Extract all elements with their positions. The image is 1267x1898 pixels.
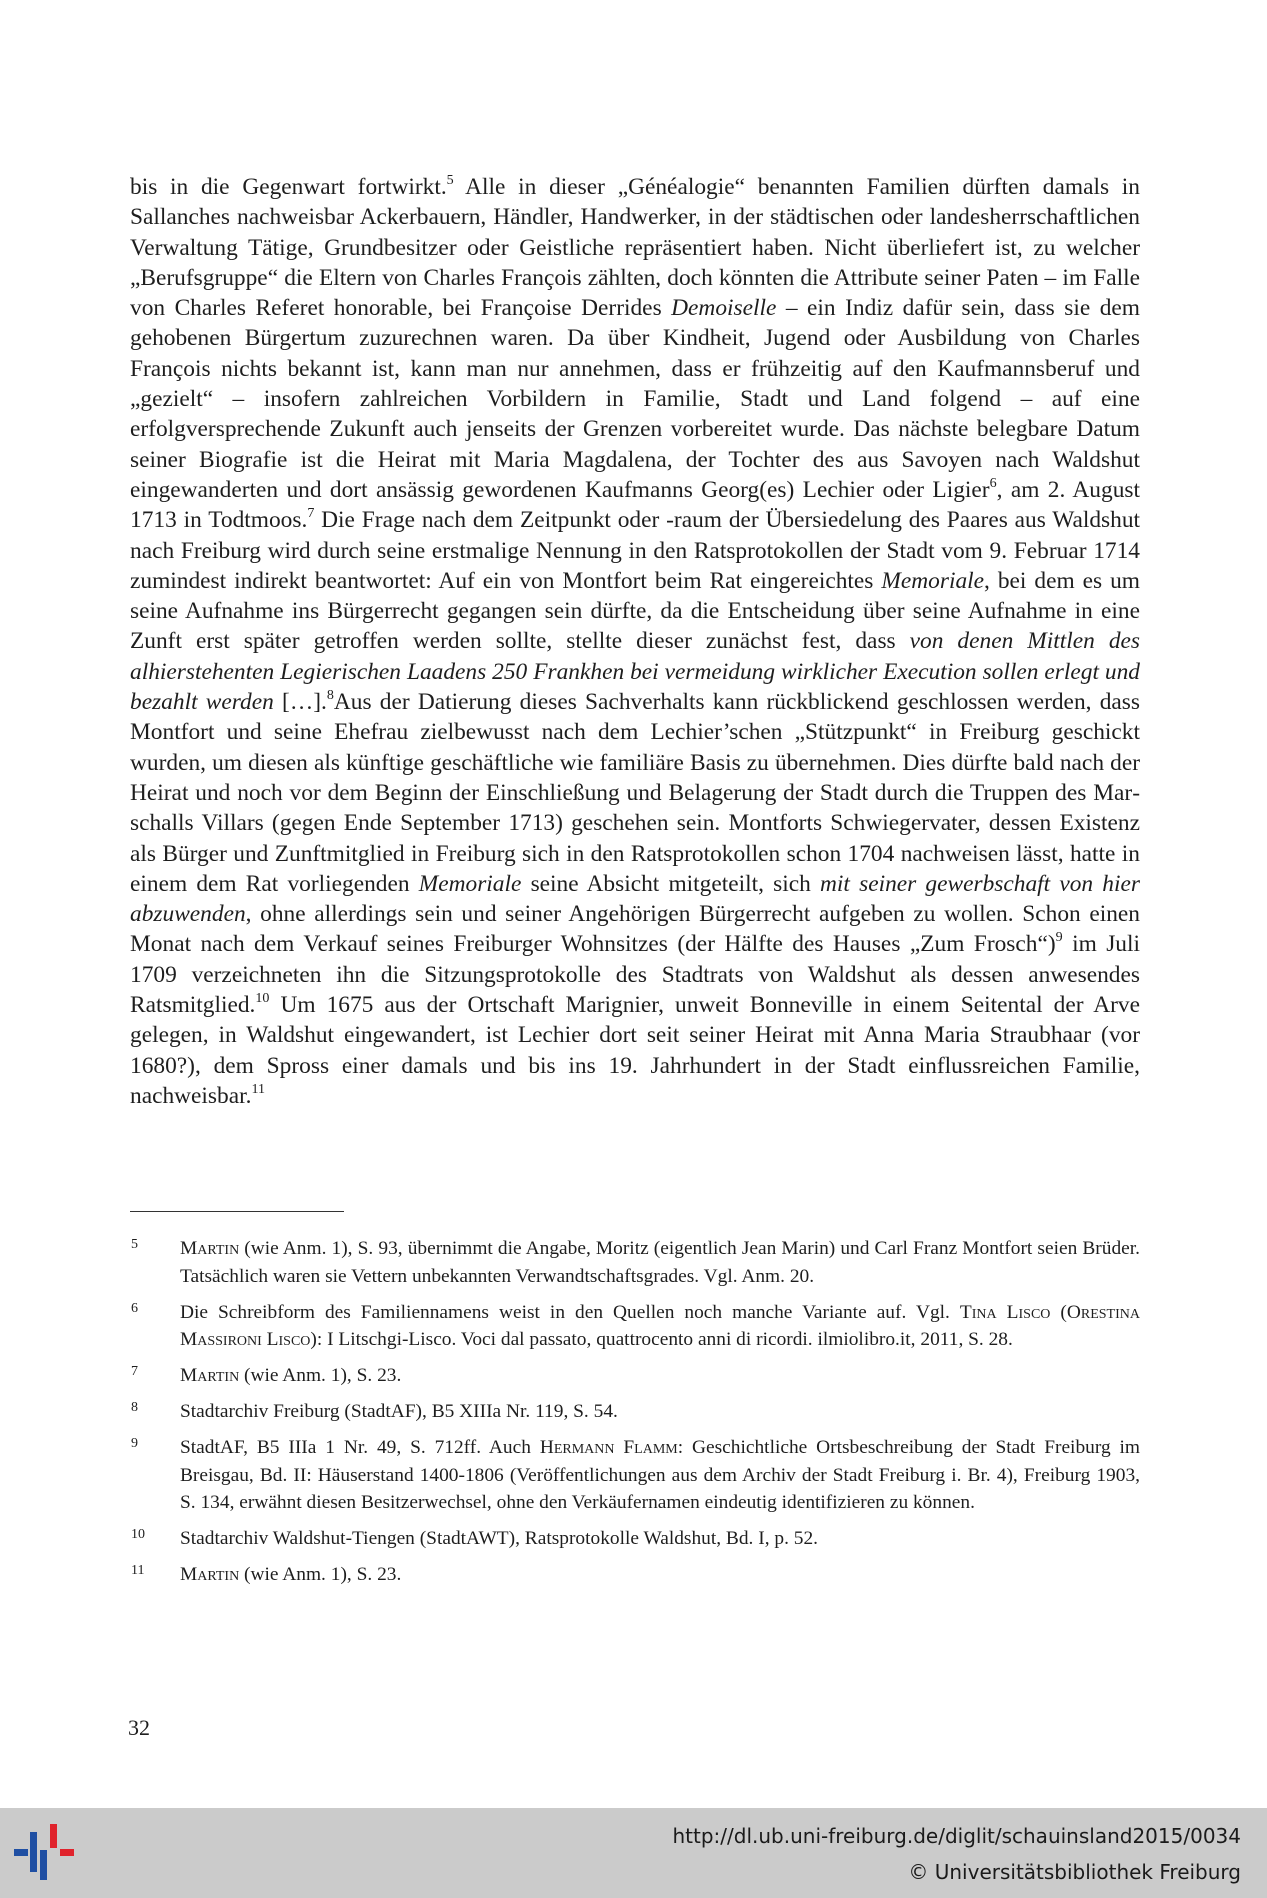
footnote-10 bbox=[130, 1525, 1140, 1553]
footnote-text: StadtAF, B5 IIIa 1 Nr. 49, S. 712ff. Auch Hermann Flamm: Geschichtliche Ortsbeschreibung der Stadt Freiburg im Breisgau, Bd. II: Häuserstand 1400-1806 (Veröffentlichungen aus dem Archiv der Stadt Freiburg i. Br. 4), Freiburg 1903, S. 134, erwähnt diesen Besitzerwechsel, ohne den Verkäufernamen eindeutig identifizieren zu können. bbox=[180, 1436, 1141, 1514]
footnote-7 bbox=[130, 1362, 1140, 1390]
copyright-notice: © Universitätsbibliothek Freiburg bbox=[908, 1860, 1241, 1884]
main-paragraph: bis in die Gegenwart fortwirkt.$^5$ Alle in dieser „Généalogie“ benannten Familien dürften damals in Sallanches nachweisbar Ackerbauern, Händler, Handwerker, in der städtischen oder landesherrschaftlichen Verwaltung Tätige, Grundbesitzer oder Geistliche repräsentiert haben. Nicht überliefert ist, zu welcher „Berufsgruppe“ die Eltern von Charles François zählten, doch könnten die Attribute seiner Paten – im Falle von Charles Referet honorable, bei Françoise Derrides Demoiselle – ein Indiz dafür sein, dass sie dem gehobenen Bürgertum zuzurechnen waren. Da über Kindheit, Jugend oder Ausbildung von Charles François nichts bekannt ist, kann man nur annehmen, dass er frühzeitig auf den Kaufmannsberuf und „gezielt“ – insofern zahlreichen Vorbildern in Familie, Stadt und Land folgend – auf eine erfolgversprechende Zukunft auch jenseits der Grenzen vorbereitet wurde. Das nächste belegbare Datum seiner Biografie ist die Heirat mit Maria Magdalena, der Tochter des aus Savoyen nach Waldshut eingewanderten und dort ansässig gewordenen Kaufmanns Georg(es) Lechier oder Ligier$^6$, am 2. August 1713 in Todtmoos.$^7$ Die Frage nach dem Zeitpunkt oder -raum der Übersiedelung des Paares aus Waldshut nach Freiburg wird durch seine erstmalige Nennung in den Ratsprotokollen der Stadt vom 9. Februar 1714 zumindest indirekt beantwortet: Auf ein von Montfort beim Rat eingereichtes Memoriale, bei dem es um seine Aufnahme ins Bürgerrecht gegangen sein dürfte, da die Entscheidung über seine Aufnahme in eine Zunft erst später getroffen werden sollte, stellte dieser zunächst fest, dass von denen Mittlen des alhierstehenten Legierischen Laadens 250 Frankhen bei vermeidung wirklicher Execution sollen erlegt und bezahlt werden […].$^8$Aus der Datierung dieses Sachverhalts kann rückblickend geschlossen werden, dass Montfort und seine Ehefrau zielbewusst nach dem Lechier’schen „Stützpunkt“ in Freiburg geschickt wurden, um diesen als künftige geschäftliche wie familiäre Basis zu übernehmen. Dies dürfte bald nach der Heirat und noch vor dem Beginn der Einschließung und Belagerung der Stadt durch die Truppen des Marschalls Villars (gegen Ende September 1713) geschehen sein. Montforts Schwiegervater, dessen Existenz als Bürger und Zunftmitglied in Freiburg sich in den Ratsprotokollen schon 1704 nachweisen lässt, hatte in einem dem Rat vorliegenden Memoriale seine Absicht mitgeteilt, sich mit seiner gewerbschaft von hier abzuwenden, ohne allerdings sein und seiner Angehörigen Bürgerrecht aufgeben zu wollen. Schon einen Monat nach dem Verkauf seines Freiburger Wohnsitzes (der Hälfte des Hauses „Zum Frosch“)$^9$ im Juli 1709 verzeichneten ihn die Sitzungsprotokolle des Stadtrats von Waldshut als dessen anwesendes Ratsmitglied.$^{10}$ Um 1675 aus der Ortschaft Marignier, unweit Bonneville in einem Seitental der Arve gelegen, in Waldshut eingewandert, ist Lechier dort seit seiner Heirat mit Anna Maria Straubhaar (vor 1680?), dem Spross einer damals und bis ins 19. Jahrhundert in der Stadt einflussreichen Familie, nachweisbar.$^{11}$ bbox=[130, 171, 1141, 1109]
footnote-ref-8[interactable]: 8 bbox=[326, 686, 334, 703]
footnote-number: 9 bbox=[131, 1435, 138, 1451]
footnote-text: Martin (wie Anm. 1), S. 93, übernimmt die Angabe, Moritz (eigentlich Jean Marin) und Carl Franz Montfort seien Brüder. Tatsächlich waren sie Vettern unbekannten Verwandtschaftsgrades. Vgl. Anm. 20. bbox=[180, 1238, 1140, 1287]
permalink-url[interactable]: http://dl.ub.uni-freiburg.de/diglit/schauinsland2015/0034 bbox=[672, 1824, 1241, 1848]
footnote-9 bbox=[130, 1434, 1140, 1517]
footnote-number: 8 bbox=[131, 1399, 138, 1415]
footnote-text: Stadtarchiv Freiburg (StadtAF), B5 XIIIa Nr. 119, S. 54. bbox=[180, 1400, 618, 1422]
page-number: 32 bbox=[128, 1715, 150, 1740]
footnote-number: 11 bbox=[131, 1562, 145, 1578]
footnote-number: 5 bbox=[131, 1237, 138, 1252]
footnote-text: Stadtarchiv Waldshut-Tiengen (StadtAWT), Ratsprotokolle Waldshut, Bd. I, p. 52. bbox=[180, 1528, 819, 1550]
ub-freiburg-logo-icon[interactable] bbox=[14, 1820, 74, 1884]
footnote-number: 7 bbox=[131, 1364, 138, 1380]
footnote-number: 10 bbox=[131, 1527, 145, 1543]
footnote-6 bbox=[130, 1299, 1140, 1355]
footnote-5 bbox=[130, 1235, 1140, 1291]
footnote-text: Martin (wie Anm. 1), S. 23. bbox=[180, 1563, 402, 1585]
footnote-ref-6[interactable]: 6 bbox=[989, 474, 997, 491]
main-text bbox=[130, 172, 1140, 1111]
footer-bar bbox=[0, 1808, 1267, 1898]
footnote-text: Die Schreibform des Familiennamens weist in den Quellen noch manche Variante auf. Vgl. Tina Lisco (Orestina Massironi Lisco): I Litschgi-Lisco. Voci dal passato, quattrocento anni di ricordi. ilmiolibro.it, 2011, S. 28. bbox=[180, 1301, 1140, 1351]
footnotes bbox=[130, 1235, 1140, 1597]
footnote-separator bbox=[130, 1211, 344, 1212]
footnote-text: Martin (wie Anm. 1), S. 23. bbox=[180, 1365, 402, 1387]
footnote-11 bbox=[130, 1561, 1140, 1589]
footnote-8 bbox=[130, 1398, 1140, 1426]
footnote-number: 6 bbox=[131, 1300, 138, 1316]
footnote-ref-11[interactable]: 11 bbox=[251, 1080, 265, 1097]
footnote-ref-5[interactable]: 5 bbox=[446, 171, 454, 188]
footnote-ref-10[interactable]: 10 bbox=[255, 989, 270, 1006]
footnote-ref-7[interactable]: 7 bbox=[307, 505, 315, 522]
footnote-ref-9[interactable]: 9 bbox=[1055, 929, 1063, 946]
